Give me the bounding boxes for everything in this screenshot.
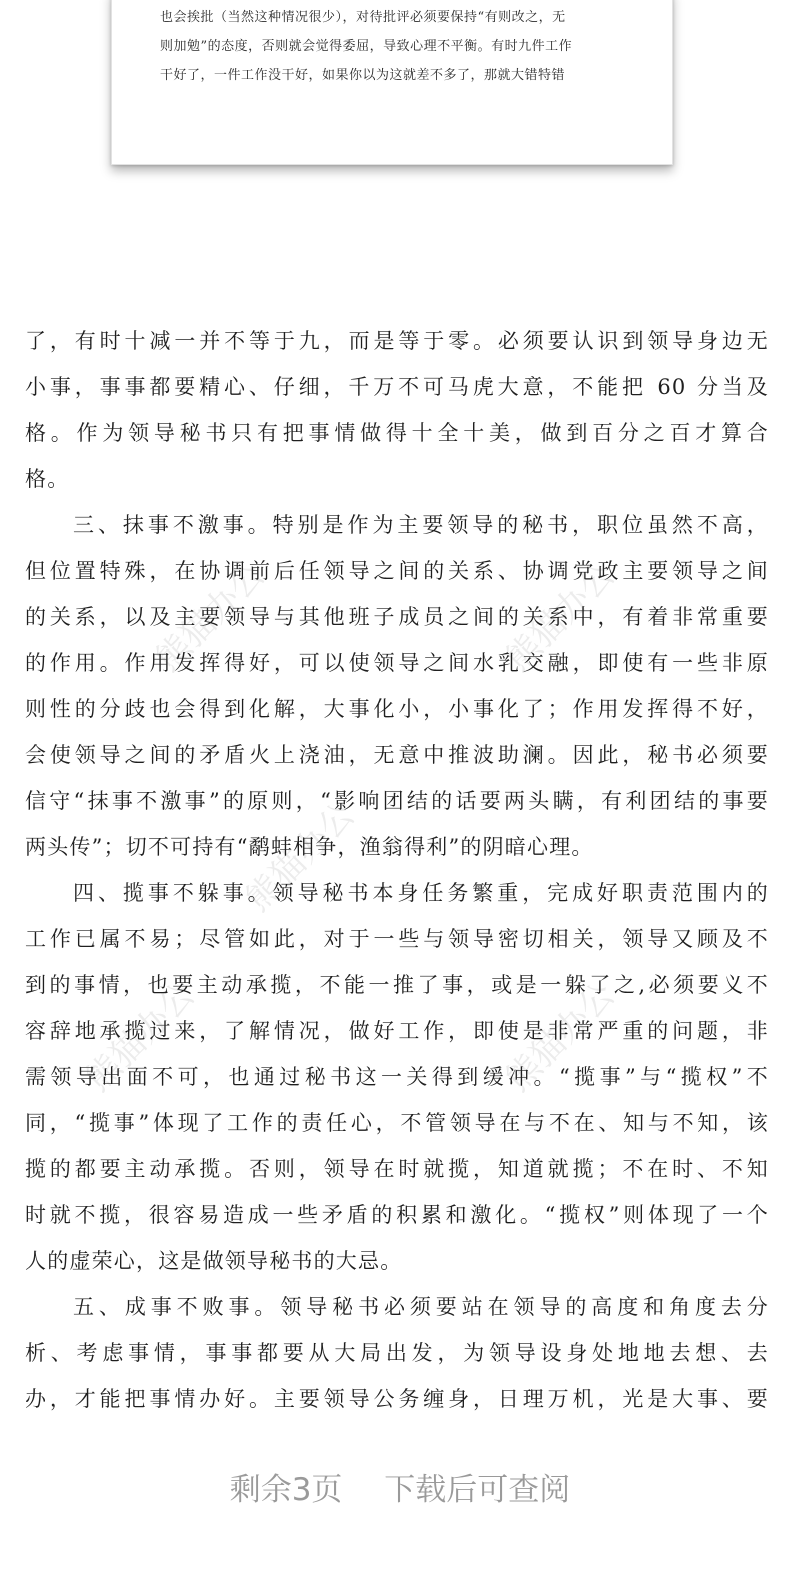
document-line: 三、抹事不激事。特别是作为主要领导的秘书，职位虽然不高， — [73, 513, 769, 537]
preview-line: 干好了，一件工作没干好，如果你以为这就差不多了，那就大错特错 — [160, 68, 566, 83]
document-line: 析、考虑事情，事事都要从大局出发，为领导设身处地地去想、去 — [25, 1341, 769, 1365]
preview-text-block — [160, 3, 636, 90]
document-line: 工作已属不易；尽管如此，对于一些与领导密切相关，领导又顾及不 — [25, 927, 769, 951]
document-line: 人的虚荣心，这是做领导秘书的大忌。 — [25, 1249, 403, 1273]
document-line: 容辞地承揽过来，了解情况，做好工作，即使是非常严重的问题，非 — [25, 1019, 769, 1043]
document-line: 格。 — [25, 467, 70, 491]
preview-page-card — [111, 0, 673, 165]
remaining-pages-notice[interactable] — [0, 1460, 800, 1520]
document-line: 需领导出面不可，也通过秘书这一关得到缓冲。“揽事”与“揽权”不 — [25, 1065, 769, 1089]
document-body — [25, 318, 769, 1422]
document-line: 但位置特殊，在协调前后任领导之间的关系、协调党政主要领导之间 — [25, 559, 769, 583]
watermark: 熊猫办公 — [498, 554, 623, 680]
remaining-pages-count: 剩余3页 — [229, 1472, 343, 1508]
document-line: 信守“抹事不激事”的原则，“影响团结的话要两头瞒，有利团结的事要 — [25, 789, 769, 813]
document-line: 了，有时十减一并不等于九，而是等于零。必须要认识到领导身边无 — [25, 329, 769, 353]
watermark: 熊猫办公 — [238, 794, 363, 920]
document-line: 揽的都要主动承揽。否则，领导在时就揽，知道就揽；不在时、不知 — [25, 1157, 769, 1181]
document-line: 同，“揽事”体现了工作的责任心，不管领导在与不在、知与不知，该 — [25, 1111, 769, 1135]
watermark: 熊猫办公 — [498, 974, 623, 1100]
preview-line: 也会挨批（当然这种情况很少），对待批评必须要保持“有则改之，无 — [160, 10, 566, 25]
document-line: 五、成事不败事。领导秘书必须要站在领导的高度和角度去分 — [73, 1295, 769, 1319]
watermark: 熊猫办公 — [148, 554, 273, 680]
download-hint: 下载后可查阅 — [384, 1472, 571, 1508]
watermark: 熊猫办公 — [78, 974, 203, 1100]
document-line: 会使领导之间的矛盾火上浇油，无意中推波助澜。因此，秘书必须要 — [25, 743, 769, 767]
document-line: 小事，事事都要精心、仔细，千万不可马虎大意，不能把 60 分当及 — [25, 375, 769, 399]
document-line: 时就不揽，很容易造成一些矛盾的积累和激化。“揽权”则体现了一个 — [25, 1203, 769, 1227]
document-line: 两头传”；切不可持有“鹬蚌相争，渔翁得利”的阴暗心理。 — [25, 835, 594, 859]
document-line: 办，才能把事情办好。主要领导公务缠身，日理万机，光是大事、要 — [25, 1387, 769, 1411]
document-line: 的作用。作用发挥得好，可以使领导之间水乳交融，即使有一些非原 — [25, 651, 769, 675]
document-line: 四、揽事不躲事。领导秘书本身任务繁重，完成好职责范围内的 — [73, 881, 769, 905]
document-line: 到的事情，也要主动承揽，不能一推了事，或是一躲了之,必须要义不 — [25, 973, 769, 997]
preview-line: 则加勉”的态度，否则就会觉得委屈，导致心理不平衡。有时九件工作 — [160, 39, 573, 54]
document-line: 则性的分歧也会得到化解，大事化小，小事化了；作用发挥得不好， — [25, 697, 769, 721]
document-line: 的关系，以及主要领导与其他班子成员之间的关系中，有着非常重要 — [25, 605, 769, 629]
document-line: 格。作为领导秘书只有把事情做得十全十美，做到百分之百才算合 — [25, 421, 769, 445]
